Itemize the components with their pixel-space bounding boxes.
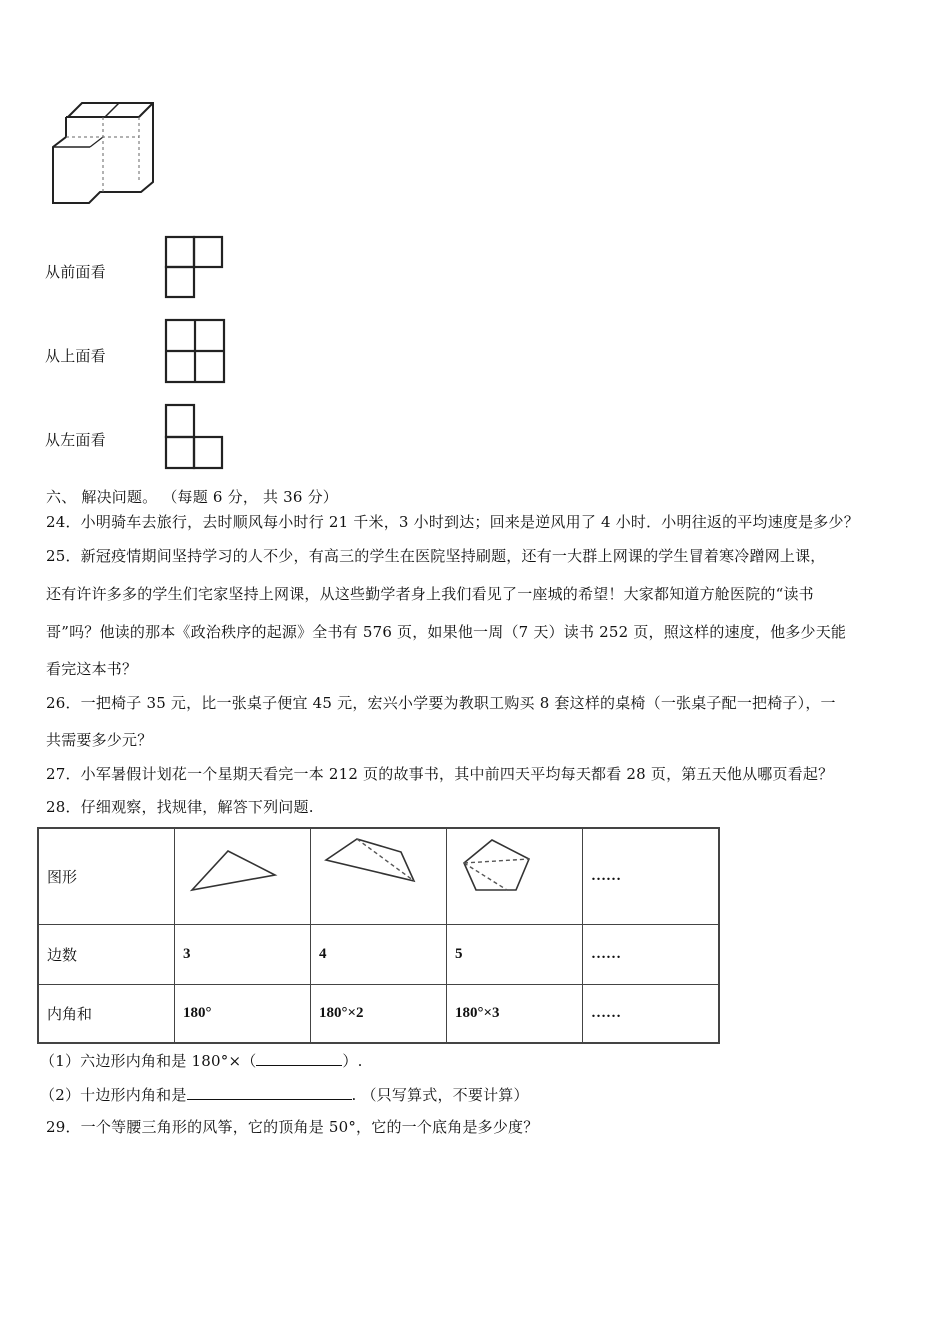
sub2-prefix: （2）十边形内角和是 <box>40 1086 187 1104</box>
sides-triangle: 3 <box>175 924 311 984</box>
question-27: 27．小军暑假计划花一个星期天看完一本 212 页的故事书，其中前四天平均每天都看 28 页，第五天他从哪页看起？ <box>46 765 834 783</box>
left-view-label: 从左面看 <box>45 431 106 449</box>
front-view-grid <box>164 235 226 301</box>
sub1-suffix: ）. <box>342 1052 363 1070</box>
question-25-line1: 25．新冠疫情期间坚持学习的人不少，有高三的学生在医院坚持刷题，还有一大群上网课的学生冒着寒冷蹭网上课， <box>46 547 826 565</box>
row-header-figure: 图形 <box>38 828 175 924</box>
sides-ellipsis: …… <box>583 924 720 984</box>
sub1-answer-blank[interactable] <box>256 1049 342 1066</box>
table-row-sides <box>38 924 719 984</box>
quadrilateral-cell <box>311 828 447 924</box>
question-25-line4: 看完这本书？ <box>46 660 138 678</box>
table-row-angle-sum <box>38 984 719 1043</box>
triangle-cell <box>175 828 311 924</box>
top-view-grid <box>164 318 228 384</box>
ellipsis-cell: …… <box>583 828 720 924</box>
angle-sum-quadrilateral: 180°×2 <box>311 984 447 1043</box>
question-28: 28．仔细观察，找规律，解答下列问题. <box>46 798 314 816</box>
angle-sum-triangle: 180° <box>175 984 311 1043</box>
sub2-answer-blank[interactable] <box>187 1083 352 1100</box>
sides-quadrilateral: 4 <box>311 924 447 984</box>
pentagon-icon <box>447 829 582 923</box>
sides-pentagon: 5 <box>447 924 583 984</box>
angle-sum-ellipsis: …… <box>583 984 720 1043</box>
sub2-suffix: . （只写算式，不要计算） <box>351 1086 529 1104</box>
section-heading: 六、 解决问题。 （每题 6 分， 共 36 分） <box>46 488 339 506</box>
question-29: 29．一个等腰三角形的风筝，它的顶角是 50°，它的一个底角是多少度？ <box>46 1118 539 1136</box>
top-view-grid-icon <box>164 318 228 384</box>
stacked-cubes-icon <box>45 100 160 220</box>
table-row-figure <box>38 828 719 924</box>
front-view-grid-icon <box>164 235 226 301</box>
polygon-pattern-table <box>37 827 720 1044</box>
left-view-grid-icon <box>164 403 226 471</box>
question-24: 24．小明骑车去旅行，去时顺风每小时行 21 千米，3 小时到达；回来是逆风用了 4 小时．小明往返的平均速度是多少？ <box>46 513 859 531</box>
question-28-sub1 <box>40 1049 363 1071</box>
quadrilateral-icon <box>311 829 446 923</box>
question-26-line2: 共需要多少元？ <box>46 731 153 749</box>
row-header-sides: 边数 <box>38 924 175 984</box>
question-25-line2: 还有许许多多的学生们宅家坚持上网课，从这些勤学者身上我们看见了一座城的希望！大家都知道方舱医院的“读书 <box>46 585 814 603</box>
row-header-angle-sum: 内角和 <box>38 984 175 1043</box>
pentagon-cell <box>447 828 583 924</box>
question-25-line3: 哥”吗？他读的那本《政治秩序的起源》全书有 576 页，如果他一周（7 天）读书 252 页，照这样的速度，他多少天能 <box>46 623 847 641</box>
front-view-label: 从前面看 <box>45 263 106 281</box>
stacked-cubes-figure <box>45 100 160 220</box>
sub1-prefix: （1）六边形内角和是 180°×（ <box>40 1052 257 1070</box>
top-view-label: 从上面看 <box>45 347 106 365</box>
question-26-line1: 26．一把椅子 35 元，比一张桌子便宜 45 元，宏兴小学要为教职工购买 8 套这样的桌椅（一张桌子配一把椅子），一 <box>46 694 836 712</box>
left-view-grid <box>164 403 226 471</box>
triangle-icon <box>175 829 310 923</box>
question-28-sub2 <box>40 1083 529 1105</box>
angle-sum-pentagon: 180°×3 <box>447 984 583 1043</box>
